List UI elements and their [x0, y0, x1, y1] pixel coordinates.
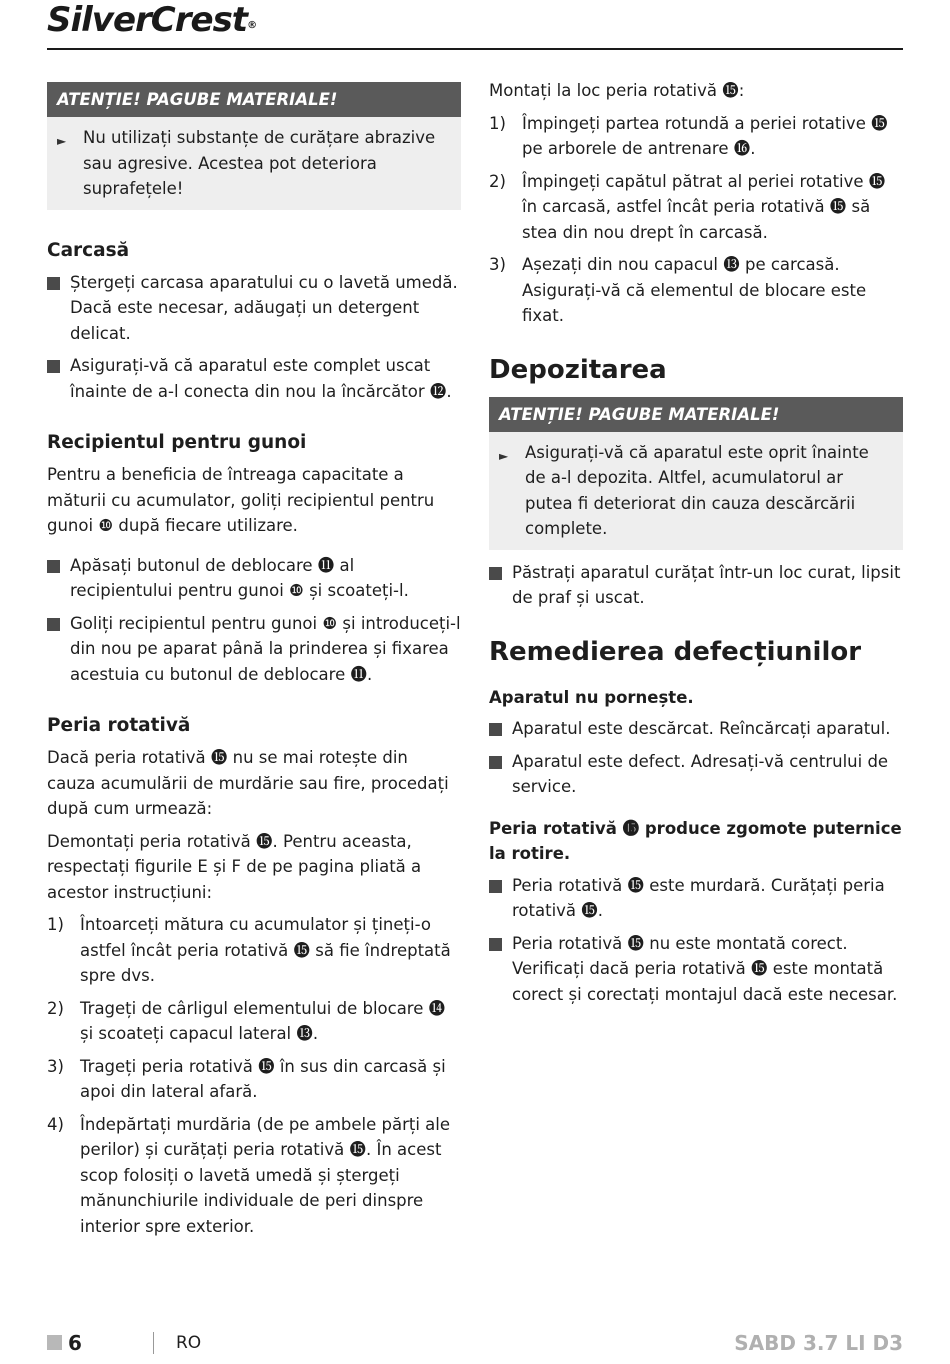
square-bullet-icon — [489, 567, 502, 580]
warning-item — [47, 117, 461, 202]
paragraph: Dacă peria rotativă ⓯ nu se mai rotește din cauza acumulării de murdărie sau fire, procedați după cum urmează: — [47, 748, 449, 818]
square-bullet-icon — [489, 938, 502, 951]
footer-square-icon — [47, 1335, 62, 1350]
step-number: 3) — [47, 1056, 64, 1076]
bullet-text: Aparatul este descărcat. Reîncărcați aparatul. — [512, 719, 891, 738]
square-bullet-icon — [47, 277, 60, 290]
step-text: Așezați din nou capacul ⓭ pe carcasă. Asigurați-vă că elementul de blocare este fixat. — [522, 255, 867, 325]
step-text: Trageți de cârligul elementului de blocare ⓮ și scoateți capacul lateral ⓭. — [80, 998, 446, 1043]
page-number: 6 — [68, 1331, 82, 1355]
step-number: 4) — [47, 1114, 64, 1134]
square-bullet-icon — [47, 360, 60, 373]
bullet-item — [489, 873, 903, 924]
warning-title: ATENȚIE! PAGUBE MATERIALE! — [489, 397, 903, 432]
step-number: 2) — [489, 171, 506, 191]
step-text: Întoarceți mătura cu acumulator și țineți-o astfel încât peria rotativă ⓯ să fie îndreptată spre dvs. — [80, 915, 451, 985]
bullet-text: Peria rotativă ⓯ este murdară. Curățați peria rotativă ⓯. — [512, 875, 885, 920]
arrow-icon: ► — [499, 448, 509, 463]
square-bullet-icon — [489, 756, 502, 769]
square-bullet-icon — [489, 880, 502, 893]
registered-mark: ® — [247, 20, 257, 31]
numbered-step — [489, 169, 903, 246]
step-text: Împingeți partea rotundă a periei rotative ⓯ pe arborele de antrenare ⓰. — [522, 113, 888, 158]
bullet-item — [47, 553, 461, 604]
brand-name: SilverCrest — [47, 0, 248, 40]
bullet-text: Păstrați aparatul curățat într-un loc curat, lipsit de praf și uscat. — [512, 562, 901, 607]
bullet-text: Apăsați butonul de deblocare ⓫ al recipientului pentru gunoi ❿ și scoateți-l. — [70, 555, 409, 600]
square-bullet-icon — [489, 723, 502, 736]
bullet-item — [489, 749, 903, 800]
header-rule — [47, 48, 903, 50]
numbered-step — [489, 111, 903, 162]
warning-text: Nu utilizați substanțe de curățare abrazive sau agresive. Acestea pot deteriora suprafețele! — [83, 128, 436, 198]
paragraph: Demontați peria rotativă ⓯. Pentru aceasta, respectați figurile E și F de pe pagina pliată a acestor instrucțiuni: — [47, 831, 422, 902]
heading-carcasa: Carcasă — [47, 239, 130, 261]
bullet-text: Aparatul este defect. Adresați-vă centrului de service. — [512, 751, 889, 796]
bullet-text: Peria rotativă ⓯ nu este montată corect. Verificați dacă peria rotativă ⓯ este montată corect și corectați montajul dacă este necesar. — [512, 933, 898, 1004]
bullet-item — [489, 931, 903, 1008]
heading-peria: Peria rotativă — [47, 715, 191, 736]
footer-divider — [153, 1332, 154, 1354]
warning-title: ATENȚIE! PAGUBE MATERIALE! — [47, 82, 461, 117]
square-bullet-icon — [47, 560, 60, 573]
bullet-text: Ștergeți carcasa aparatului cu o lavetă umedă. Dacă este necesar, adăugați un detergent delicat. — [70, 272, 458, 343]
subheading: Peria rotativă ⓯ produce zgomote puternice la rotire. — [489, 818, 902, 863]
warning-box-storage — [489, 397, 903, 550]
bullet-item — [47, 270, 461, 347]
bullet-item — [47, 611, 461, 688]
numbered-step — [47, 912, 461, 989]
bullet-text: Asigurați-vă că aparatul este complet uscat înainte de a-l conecta din nou la încărcător ⓬. — [70, 356, 452, 401]
step-number: 1) — [489, 113, 506, 133]
page-footer — [47, 1330, 903, 1356]
step-number: 2) — [47, 998, 64, 1018]
heading-recipient: Recipientul pentru gunoi — [47, 432, 307, 453]
warning-box-cleaning — [47, 82, 461, 210]
subheading: Aparatul nu pornește. — [489, 687, 694, 707]
step-text: Îndepărtați murdăria (de pe ambele părți ale perilor) și curățați peria rotativă ⓯. În acest scop folosiți o lavetă umedă și ștergeți mănunchiurile individuale de peri dinspre interior spre exterior. — [80, 1114, 451, 1236]
numbered-step — [489, 252, 903, 329]
paragraph: Pentru a beneficia de întreaga capacitate a măturii cu acumulator, goliți recipientul pentru gunoi ❿ după fiecare utilizare. — [47, 465, 435, 535]
step-text: Împingeți capătul pătrat al periei rotative ⓯ în carcasă, astfel încât peria rotativă ⓯ să stea din nou drept în carcasă. — [522, 171, 886, 242]
heading-remedierea: Remedierea defecțiunilor — [489, 636, 862, 667]
bullet-text: Goliți recipientul pentru gunoi ❿ și introduceți-l din nou pe aparat până la prinderea și fixarea acestuia cu butonul de deblocare ⓫. — [70, 613, 461, 684]
square-bullet-icon — [47, 618, 60, 631]
language-code: RO — [176, 1333, 202, 1353]
heading-depozitarea: Depozitarea — [489, 354, 667, 385]
warning-text: Asigurați-vă că aparatul este oprit înainte de a-l depozita. Altfel, acumulatorul ar putea fi deteriorat din cauza descărcării complete. — [525, 442, 869, 538]
numbered-step — [47, 996, 461, 1047]
model-number: SABD 3.7 LI D3 — [734, 1331, 903, 1355]
arrow-icon: ► — [57, 134, 67, 148]
bullet-item — [489, 560, 903, 611]
bullet-item — [489, 716, 903, 742]
bullet-item — [47, 353, 461, 404]
numbered-step — [47, 1054, 461, 1105]
step-text: Trageți peria rotativă ⓯ în sus din carcasă și apoi din lateral afară. — [80, 1056, 446, 1101]
left-column — [47, 78, 461, 1246]
warning-item — [489, 432, 903, 542]
brand-logo — [47, 0, 256, 40]
right-column — [489, 78, 903, 1014]
numbered-step — [47, 1112, 461, 1240]
step-number: 3) — [489, 255, 506, 274]
paragraph: Montați la loc peria rotativă ⓯: — [489, 81, 745, 100]
step-number: 1) — [47, 915, 64, 934]
